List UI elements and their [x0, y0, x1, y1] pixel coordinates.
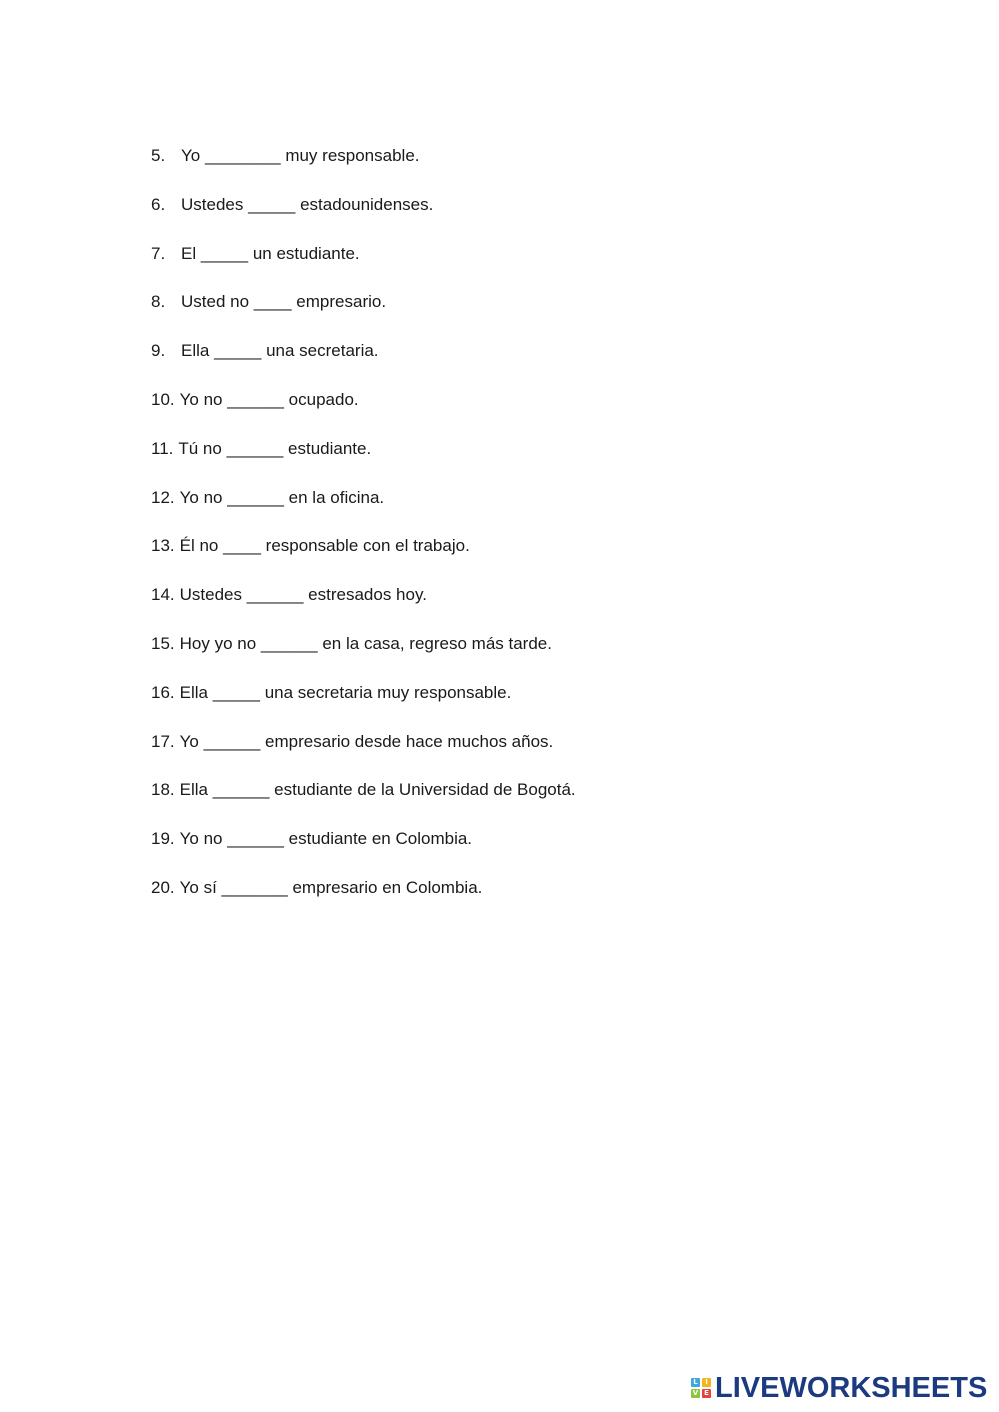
brand-name: LIVEWORKSHEETS — [715, 1371, 988, 1404]
list-item — [151, 582, 851, 631]
item-text: Yo no ______ ocupado. — [179, 389, 359, 409]
item-number: 15. — [151, 633, 175, 653]
item-text: Ella ______ estudiante de la Universidad de Bogotá. — [179, 780, 576, 800]
item-number: 14. — [151, 585, 175, 605]
list-item — [151, 241, 851, 290]
item-text: Yo ______ empresario desde hace muchos años. — [179, 731, 554, 751]
list-item — [151, 875, 851, 924]
item-number: 12. — [151, 487, 175, 507]
list-item — [151, 680, 851, 729]
list-item — [151, 338, 851, 387]
list-item — [151, 387, 851, 436]
item-text: Hoy yo no ______ en la casa, regreso más tarde. — [179, 633, 552, 653]
liveworksheets-logo[interactable] — [691, 1372, 987, 1404]
list-item — [151, 436, 851, 485]
item-text: Tú no ______ estudiante. — [178, 438, 372, 458]
list-item — [151, 777, 851, 826]
item-text: Él no ____ responsable con el trabajo. — [179, 536, 470, 556]
logo-cell: E — [702, 1389, 711, 1398]
item-text: Ella _____ una secretaria muy responsable. — [179, 682, 512, 702]
logo-cell: V — [692, 1389, 699, 1397]
list-item — [151, 192, 851, 241]
item-text: El _____ un estudiante. — [181, 243, 360, 263]
logo-cell: L — [691, 1378, 700, 1387]
list-item — [151, 143, 851, 192]
item-number: 11. — [151, 438, 174, 458]
item-text: Ustedes ______ estresados hoy. — [179, 585, 427, 605]
item-text: Yo sí _______ empresario en Colombia. — [179, 877, 483, 897]
item-number: 10. — [151, 389, 175, 409]
worksheet-list — [151, 143, 851, 924]
item-number: 7. — [151, 243, 166, 263]
list-item — [151, 631, 851, 680]
item-text: Ella _____ una secretaria. — [181, 341, 379, 361]
logo-mark-icon — [691, 1378, 711, 1398]
list-item — [151, 826, 851, 875]
item-number: 16. — [151, 682, 175, 702]
item-text: Ustedes _____ estadounidenses. — [181, 194, 434, 214]
list-item — [151, 485, 851, 534]
list-item — [151, 533, 851, 582]
list-item — [151, 289, 851, 338]
item-text: Yo ________ muy responsable. — [181, 146, 420, 165]
logo-cell: I — [702, 1378, 711, 1387]
list-item — [151, 729, 851, 778]
item-number: 19. — [151, 829, 175, 849]
item-number: 6. — [151, 194, 166, 214]
item-number: 13. — [151, 536, 175, 556]
item-text: Usted no ____ empresario. — [181, 292, 387, 312]
item-text: Yo no ______ estudiante en Colombia. — [179, 829, 473, 849]
item-text: Yo no ______ en la oficina. — [179, 487, 385, 507]
item-number: 5. — [151, 146, 166, 165]
item-number: 8. — [151, 292, 166, 312]
item-number: 17. — [151, 731, 175, 751]
item-number: 9. — [151, 341, 166, 361]
item-number: 18. — [151, 780, 175, 800]
item-number: 20. — [151, 877, 175, 897]
